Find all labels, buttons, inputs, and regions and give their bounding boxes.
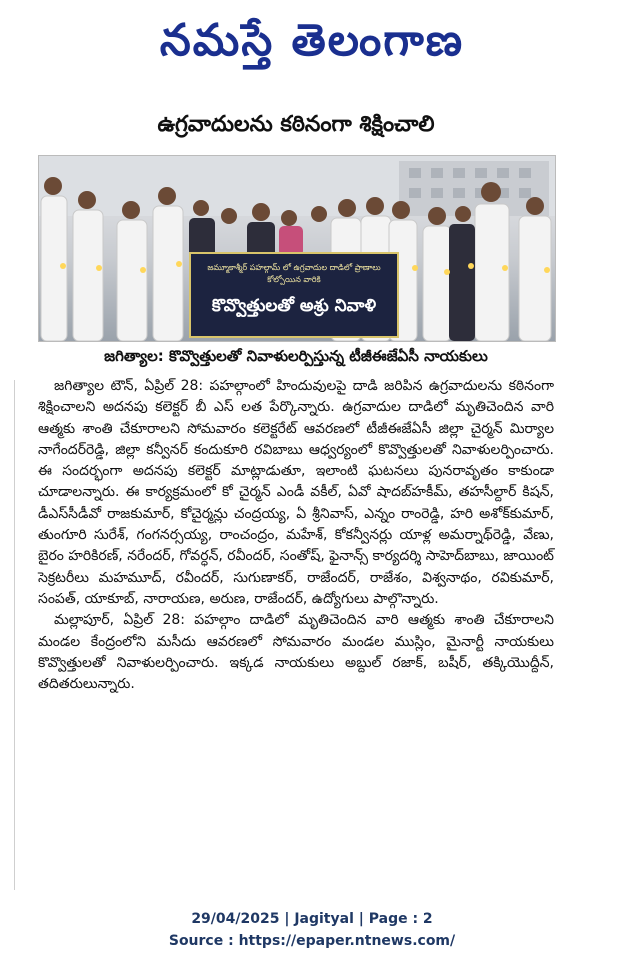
photo-caption: జగిత్యాల: కొవ్వొత్తులతో నివాళులర్పిస్తున్న టీజీఈజేఏసీ నాయకులు	[104, 347, 488, 365]
article-body	[38, 376, 554, 890]
masthead-logo: నమస్తే తెలంగాణ	[159, 15, 465, 66]
footer-date-edition: 29/04/2025 | Jagityal | Page : 2	[191, 911, 433, 927]
article-paragraph: మల్లాపూర్, ఏప్రిల్ 28: పహల్గాం దాడిలో మృతిచెందిన వారి ఆత్మకు శాంతి చేకూరాలని మండల కేంద్రంలోని మసీదు ఆవరణలో సోమవారం మండల ముస్లిం, మైనార్టీ నాయకులు కొవ్వొత్తులతో నివాళులర్పించారు. ఇక్కడ నాయకులు అబ్దుల్ రజాక్, బషీర్, తక్కియొద్దీన్, తదితరులున్నారు.	[38, 612, 554, 693]
article-paragraph: జగిత్యాల టౌన్, ఏప్రిల్ 28: పహల్గాంలో హిందువులపై దాడి జరిపిన ఉగ్రవాదులను కఠినంగా శిక్షించాలని అదనపు కలెక్టర్ బీ ఎస్ లత పేర్కొన్నారు. ఉగ్రవాదుల దాడిలో మృతిచెందిన వారి ఆత్మకు శాంతి చేకూరాలని సోమవారం కలెక్టరేట్ ఆవరణలో టీజీఈజేఏసీ జిల్లా చైర్మన్ మిర్యాల నాగేందర్‌రెడ్డి, జిల్లా కన్వీనర్ కందుకూరి రవిబాబు ఆధ్వర్యంలో కొవ్వొత్తులతో నివాళులర్పించారు. ఈ సందర్భంగా అదనపు కలెక్టర్ మాట్లాడుతూ, ఇలాంటి ఘటనలు పునరావృతం కాకుండా చూడాలన్నారు. ఈ కార్యక్రమంలో కో చైర్మన్ ఎండీ వకీల్, ఏవో షాదబ్‌హకీమ్, తహసీల్దార్ కిషన్, డీఎస్‌సీడీవో రాజకుమార్, కోచైర్మన్లు చంద్రయ్య, ఏ శ్రీనివాస్, ఎన్నం రాంరెడ్డి, హరి అశోక్‌కుమార్, తుంగూరి సురేశ్, గంగనర్సయ్య, రాంచంద్రం, మహేశ్, కోకన్వీనర్లు యాళ్ల అమర్నాథ్‌రెడ్డి, వేణు, బైరం హరికిరణ్, నరేందర్, గోవర్ధన్, రవీందర్, సంతోష్, ఫైనాన్స్ కార్యదర్శి సాహెద్‌బాబు, జాయింట్ సెక్రటరీలు మహమూద్, రవీందర్, సుగుణాకర్, రాజేందర్, రాజేశం, విశ్వనాథం, రవికుమార్, సంపత్, యాకూబ్, నారాయణ, అరుణ, రాజేందర్, ఉద్యోగులు పాల్గొన్నారు.	[38, 378, 554, 607]
news-photo	[38, 155, 556, 342]
page-footer	[0, 908, 624, 958]
protest-banner	[189, 252, 399, 338]
banner-subtext: జమ్మూకాశ్మీర్ పహల్గామ్ లో ఉగ్రవాదుల దాడిలో ప్రాణాలు కోల్పోయిన వారికి	[207, 263, 381, 284]
headline-block	[38, 100, 554, 150]
headline: ఉగ్రవాదులను కఠినంగా శిక్షించాలి	[157, 112, 435, 137]
banner-title: కొవ్వొత్తులతో అశ్రు నివాళి	[211, 296, 377, 316]
footer-source: Source : https://epaper.ntnews.com/	[168, 933, 456, 949]
column-divider	[14, 380, 15, 890]
